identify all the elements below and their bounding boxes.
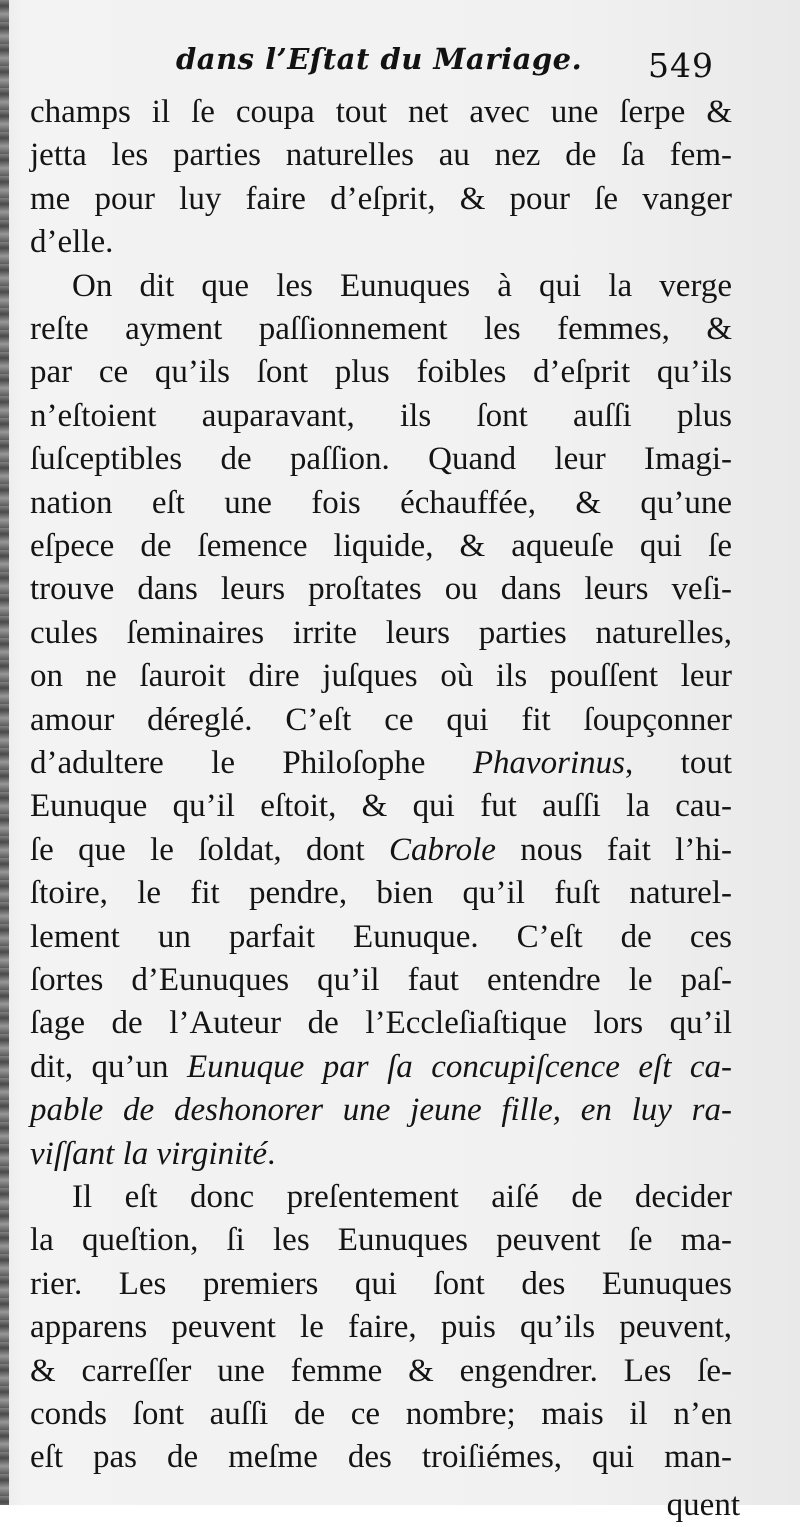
text-line [30,524,732,568]
text-run: d’elle. [30,224,114,261]
text-line [30,481,732,525]
text-run: conds ſont auſſi de ce nombre; mais il n’en [30,1396,732,1432]
text-line [30,1305,732,1349]
text-line [30,1132,732,1176]
text-line [30,1088,732,1132]
text-line [30,437,732,481]
text-run: cules ſeminaires irrite leurs parties naturelles, [30,614,732,651]
text-run: amour déreglé. C’eſt ce qui fit ſoupçonner [30,701,732,738]
text-line [30,915,732,959]
text-run: Eunuque qu’il eſtoit, & qui fut auſſi la cau- [30,788,732,825]
text-line [30,350,732,394]
text-line [30,958,732,1002]
text-run: nation eſt une fois échauffée, & qu’une [30,484,732,521]
text-line [30,1045,732,1089]
italic-text: Phavorinus [472,745,625,781]
text-line [30,1218,732,1262]
text-run: nous fait l’hi- [495,831,732,868]
text-line [30,177,732,221]
text-line [72,1175,732,1219]
italic-text: pable de deshonorer une jeune fille, en luy ra- [30,1092,732,1129]
text-run: la queſtion, ſi les Eunuques peuvent ſe ma- [30,1222,732,1259]
text-run: On dit que les Eunuques à qui la verge [72,267,732,304]
text-run: dit, qu’un [30,1048,188,1085]
text-line [30,220,732,264]
text-run: n’eſtoient auparavant, ils ſont auſſi plus [30,397,732,434]
text-run: eſt pas de meſme des troiſiémes, qui man- [30,1439,732,1476]
text-run: , tout [625,745,733,781]
text-run: ſe que le ſoldat, dont [30,831,389,868]
text-run: ſtoire, le fit pendre, bien qu’il fuſt naturel- [30,875,732,912]
catchword: quent [666,1486,740,1523]
italic-text: Eunuque par ſa concupiſcence eſt ca- [187,1048,733,1085]
text-line [30,1392,732,1436]
page-number: 549 [648,46,714,85]
text-run: jetta les parties naturelles au nez de ſa fem- [30,137,732,174]
italic-text: Cabrole [388,831,496,868]
text-run: eſpece de ſemence liquide, & aqueuſe qui ſe [30,528,732,564]
text-run: reſte ayment paſſionnement les femmes, & [30,311,732,347]
text-run: . [267,1135,276,1172]
text-line [30,828,732,872]
text-line [30,698,732,742]
text-run: trouve dans leurs proſtates ou dans leurs veſi- [30,571,732,608]
text-run: lement un parfait Eunuque. C’eſt de ces [30,918,732,955]
text-run: & carreſſer une femme & engendrer. Les ſe- [30,1352,732,1389]
text-line [30,567,732,611]
text-line [30,1435,732,1479]
running-head: dans l’Eſtat du Mariage. [176,42,583,76]
text-line [30,784,732,828]
text-run: me pour luy faire d’eſprit, & pour ſe vanger [30,180,732,217]
text-run: rier. Les premiers qui ſont des Eunuques [30,1265,732,1302]
text-line [30,1262,732,1306]
text-line [30,871,732,915]
text-run: Il eſt donc preſentement aiſé de decider [72,1179,732,1215]
text-line [30,611,732,655]
text-run: par ce qu’ils ſont plus foibles d’eſprit qu’ils [30,354,732,391]
text-line [30,1349,732,1393]
text-line [72,264,732,308]
text-line [30,654,732,698]
text-line [30,1001,732,1045]
text-run: d’adultere le Philoſophe [30,745,473,781]
text-line [30,307,732,351]
text-line [30,90,732,134]
text-run: ſuſceptibles de paſſion. Quand leur Imagi- [30,441,732,478]
text-line [30,133,732,177]
text-run: ſage de l’Auteur de l’Eccleſiaſtique lors qu’il [30,1005,732,1042]
text-run: apparens peuvent le faire, puis qu’ils peuvent, [30,1309,732,1346]
text-line [30,741,732,785]
text-run: ſortes d’Eunuques qu’il faut entendre le paſ- [30,962,732,998]
italic-text: viſſant la virginité [30,1135,268,1172]
text-run: champs il ſe coupa tout net avec une ſerpe & [30,94,732,130]
text-run: on ne ſauroit dire juſques où ils pouſſent leur [30,658,732,695]
text-line [30,394,732,438]
